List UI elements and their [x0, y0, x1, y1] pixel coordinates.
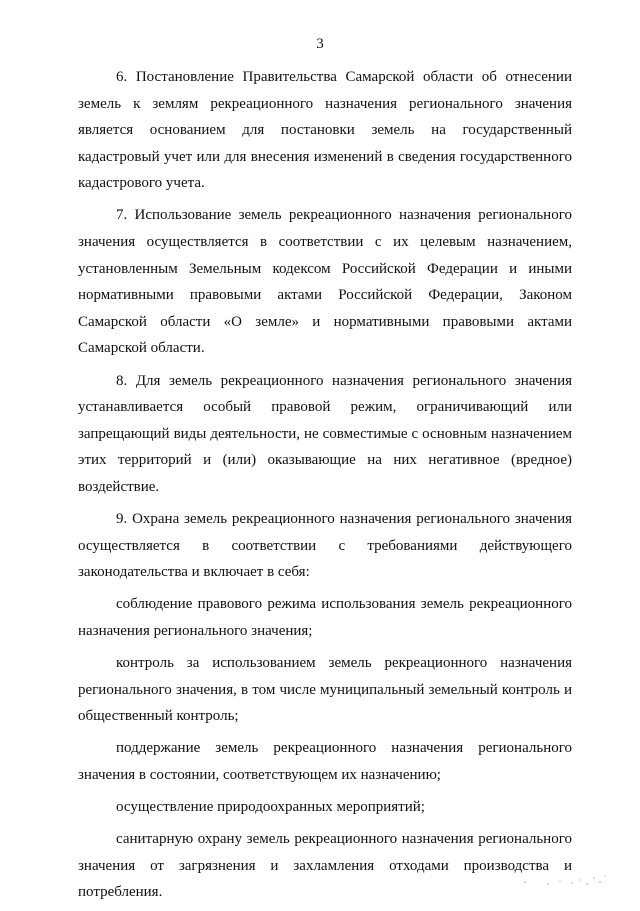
page-number: 3	[316, 36, 324, 52]
paragraph-7: 7. Использование земель рекреационного назначения регионального значения осуществляется в соответствии с их целевым назначением, установленным Земельным кодексом Российской Федерации и иными нормативными правовыми актами Российской Федерации, Законом Самарской области «О земле» и нормативными правовыми актами Самарской области.	[78, 207, 572, 357]
list-item-maintenance: поддержание земель рекреационного назначения регионального значения в состоянии, соответствующем их назначению;	[78, 740, 572, 783]
list-item-land-control: контроль за использованием земель рекреационного назначения регионального значения, в том числе муниципальный земельный контроль и общественный контроль;	[78, 654, 572, 725]
document-body	[78, 64, 572, 911]
list-item-environmental-measures: осуществление природоохранных мероприятий;	[116, 798, 425, 815]
scan-noise	[520, 872, 610, 888]
paragraph-8: 8. Для земель рекреационного назначения регионального значения устанавливается особый правовой режим, ограничивающий или запрещающий виды деятельности, не совместимые с основным назначением этих территорий и (или) оказывающие на них негативное (вредное) воздействие.	[78, 372, 572, 495]
list-item-sanitary-protection: санитарную охрану земель рекреационного назначения регионального значения от загрязнения и захламления отходами производства и потребления.	[78, 831, 572, 901]
list-item-legal-regime: соблюдение правового режима использования земель рекреационного назначения регионального значения;	[78, 596, 572, 639]
paragraph-6: 6. Постановление Правительства Самарской области об отнесении земель к землям рекреационного назначения регионального значения является основанием для постановки земель на государственный кадастровый учет или для внесения изменений в сведения государственного кадастрового учета.	[78, 69, 572, 192]
paragraph-9: 9. Охрана земель рекреационного назначения регионального значения осуществляется в соответствии с требованиями действующего законодательства и включает в себя:	[78, 511, 572, 581]
